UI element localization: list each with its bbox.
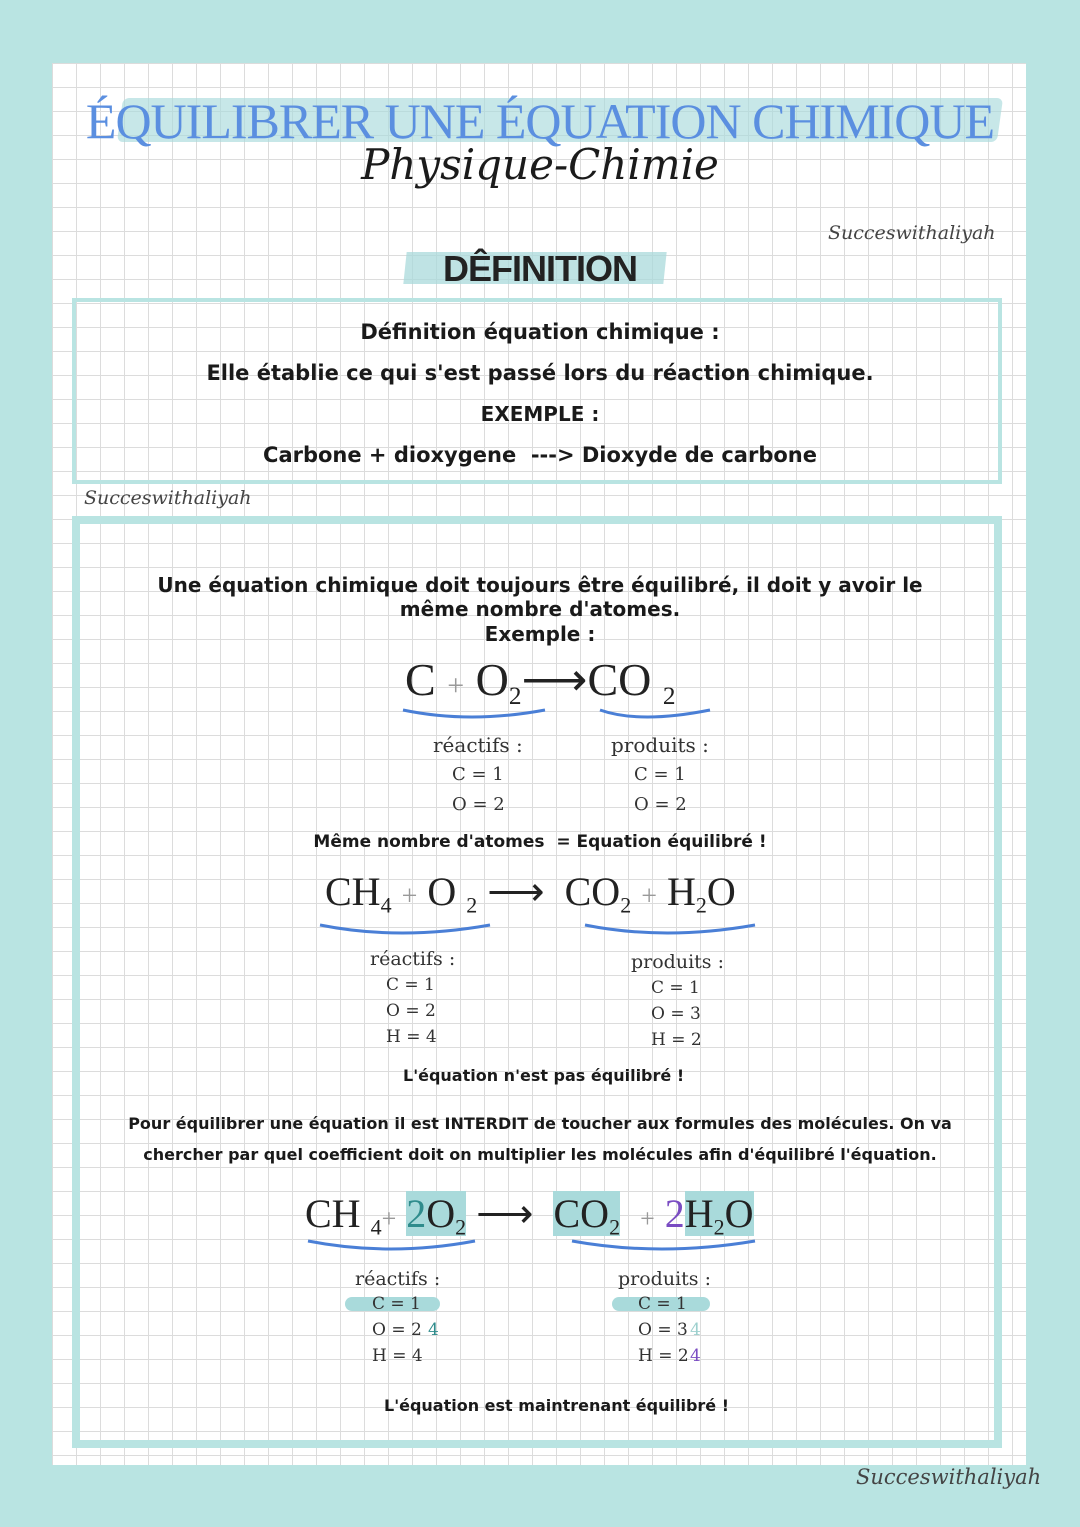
equation-2: $CH_4 + O$ $_2$ ⟶ $CO_2 + H_2O$	[325, 869, 736, 918]
ex2-r-h: H = 4	[386, 1027, 437, 1047]
balance-intro-line2: même nombre d'atomes.	[399, 597, 681, 621]
ex2-p-o: O = 3	[651, 1004, 701, 1024]
ex3-conclusion: L'équation est maintrenant équilibré !	[384, 1396, 730, 1415]
ex3-reactants-label: réactifs :	[355, 1268, 441, 1290]
equation-1-braces	[395, 700, 725, 730]
ex3-p-o: O = 3	[638, 1320, 688, 1340]
definition-text: Elle établie ce qui s'est passé lors du réaction chimique.	[206, 361, 874, 385]
rule-line1: Pour équilibrer une équation il est INTERDIT de toucher aux formules des molécules. On va	[128, 1114, 952, 1133]
watermark-middle: Succeswithaliyah	[84, 487, 252, 509]
ex2-products-label: produits :	[631, 951, 724, 973]
ex2-r-o: O = 2	[386, 1001, 436, 1021]
ex3-products-label: produits :	[618, 1268, 711, 1290]
definition-example: Carbone + dioxygene ---> Dioxyde de carbone	[263, 443, 817, 467]
watermark-bottom: Succeswithaliyah	[856, 1465, 1042, 1489]
ex3-r-c: C = 1	[372, 1294, 421, 1314]
ex3-p-h-fix: 4	[690, 1346, 701, 1366]
watermark-top: Succeswithaliyah	[828, 222, 996, 244]
ex2-r-c: C = 1	[386, 975, 435, 995]
equation-1: $C + O_2⟶CO$ $_2$	[405, 654, 676, 710]
balance-example-label: Exemple :	[484, 622, 596, 646]
brace-reactants-1	[403, 710, 545, 717]
page-subtitle: Physique-Chimie	[361, 140, 719, 189]
brace-products-3	[572, 1241, 755, 1249]
ex3-r-h: H = 4	[372, 1346, 423, 1366]
ex2-p-h: H = 2	[651, 1030, 702, 1050]
brace-products-2	[585, 925, 755, 933]
ex1-reactants-label: réactifs :	[433, 733, 523, 757]
brace-reactants-3	[308, 1241, 475, 1249]
ex1-r-c: C = 1	[452, 764, 504, 785]
ex3-r-o-fix: 4	[428, 1320, 439, 1340]
ex1-conclusion: Même nombre d'atomes = Equation équilibré !	[313, 832, 767, 852]
ex3-r-o: O = 2	[372, 1320, 422, 1340]
ex2-conclusion: L'équation n'est pas équilibré !	[403, 1066, 685, 1085]
ex1-p-c: C = 1	[634, 764, 686, 785]
ex3-p-o-fix: 4	[690, 1320, 701, 1340]
balance-intro-line1: Une équation chimique doit toujours être équilibré, il doit y avoir le	[157, 573, 923, 597]
ex1-p-o: O = 2	[634, 794, 687, 815]
ex1-products-label: produits :	[611, 733, 709, 757]
ex2-p-c: C = 1	[651, 978, 700, 998]
equation-3: CH $_4+ 2O_2$ ⟶ $CO_2 + 2H_2O$	[305, 1191, 754, 1240]
equation-2-braces	[315, 915, 775, 945]
ex3-p-h: H = 2	[638, 1346, 689, 1366]
equation-3-braces	[300, 1233, 780, 1263]
ex2-reactants-label: réactifs :	[370, 948, 456, 970]
definition-example-label: EXEMPLE :	[480, 402, 600, 426]
section-title-definition: DÊFINITION	[443, 248, 637, 289]
ex3-p-c: C = 1	[638, 1294, 687, 1314]
definition-heading: Définition équation chimique :	[360, 320, 720, 344]
brace-reactants-2	[320, 925, 490, 933]
ex1-r-o: O = 2	[452, 794, 505, 815]
page-title: ÉQUILIBRER UNE ÉQUATION CHIMIQUE	[85, 93, 995, 149]
brace-products-1	[600, 710, 710, 717]
rule-line2: chercher par quel coefficient doit on multiplier les molécules afin d'équilibré l'équation.	[143, 1145, 937, 1164]
